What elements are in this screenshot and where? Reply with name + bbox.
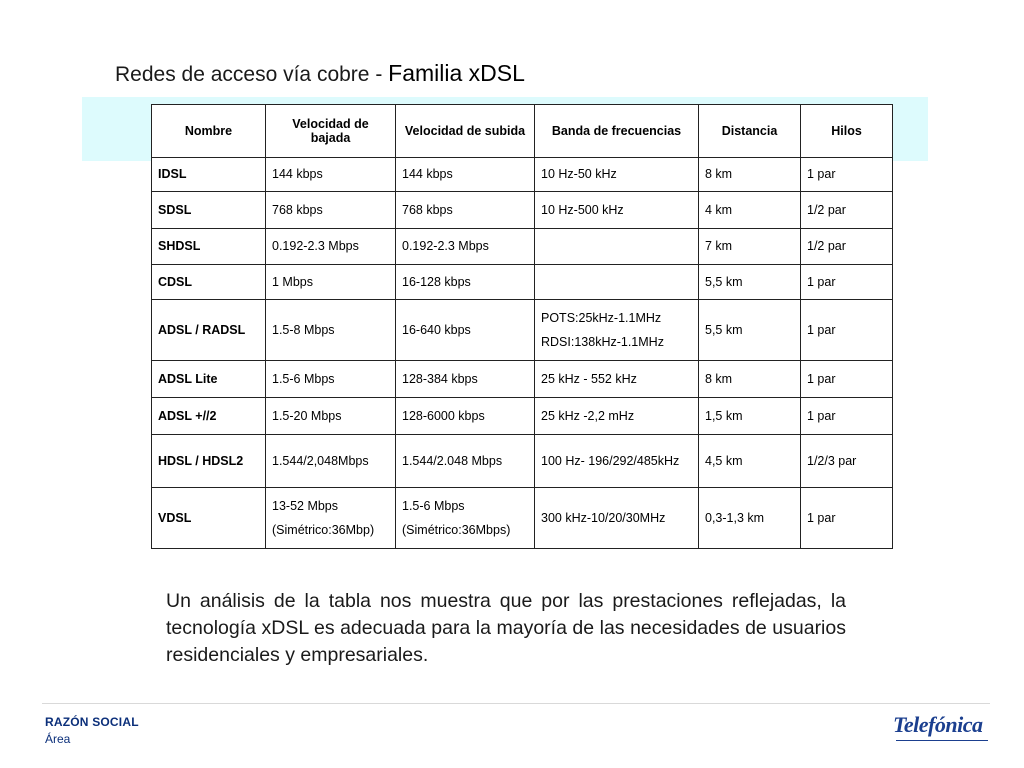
- cell-distancia: 4,5 km: [699, 435, 801, 488]
- cell-banda: 25 kHz -2,2 mHz: [535, 398, 699, 435]
- banda-line: RDSI:138kHz-1.1MHz: [541, 335, 664, 349]
- bajada-line: (Simétrico:36Mbp): [272, 523, 375, 537]
- cell-distancia: 4 km: [699, 192, 801, 229]
- cell-hilos: 1 par: [801, 398, 893, 435]
- cell-hilos: 1/2 par: [801, 229, 893, 265]
- cell-banda: 25 kHz - 552 kHz: [535, 361, 699, 398]
- cell-distancia: 1,5 km: [699, 398, 801, 435]
- cell-banda: 300 kHz-10/20/30MHz: [535, 488, 699, 549]
- header-nombre: Nombre: [152, 105, 266, 158]
- banda-line: POTS:25kHz-1.1MHz: [541, 310, 662, 325]
- table-row: [152, 158, 893, 192]
- cell-distancia: 5,5 km: [699, 300, 801, 361]
- cell-banda: 10 Hz-50 kHz: [535, 158, 699, 192]
- slide-title-prefix: Redes de acceso vía cobre -: [115, 63, 389, 86]
- cell-subida: 16-640 kbps: [396, 300, 535, 361]
- cell-distancia: 8 km: [699, 158, 801, 192]
- telefonica-logo: Telefónica: [893, 712, 983, 737]
- cell-hilos: 1 par: [801, 158, 893, 192]
- cell-nombre: ADSL Lite: [152, 361, 266, 398]
- cell-subida: 128-6000 kbps: [396, 398, 535, 435]
- cell-nombre: HDSL / HDSL2: [152, 435, 266, 488]
- cell-distancia: 8 km: [699, 361, 801, 398]
- cell-bajada: [266, 488, 396, 549]
- cell-bajada: 1.5-6 Mbps: [266, 361, 396, 398]
- cell-bajada: 1 Mbps: [266, 265, 396, 300]
- table-row: [152, 435, 893, 488]
- cell-nombre: ADSL +//2: [152, 398, 266, 435]
- cell-nombre: SDSL: [152, 192, 266, 229]
- header-distancia: Distancia: [699, 105, 801, 158]
- cell-subida: 768 kbps: [396, 192, 535, 229]
- table-row: [152, 361, 893, 398]
- bajada-line: 13-52 Mbps: [272, 498, 339, 513]
- cell-banda: [535, 229, 699, 265]
- cell-bajada: 768 kbps: [266, 192, 396, 229]
- area-label: Área: [45, 732, 71, 746]
- table-header-row: [152, 105, 893, 158]
- cell-subida: 16-128 kbps: [396, 265, 535, 300]
- xdsl-table: [151, 104, 893, 549]
- header-velocidad-subida: Velocidad de subida: [396, 105, 535, 158]
- cell-hilos: 1 par: [801, 361, 893, 398]
- header-hilos: Hilos: [801, 105, 893, 158]
- cell-nombre: IDSL: [152, 158, 266, 192]
- subida-line: 1.5-6 Mbps: [402, 498, 465, 513]
- cell-bajada: 1.544/2,048Mbps: [266, 435, 396, 488]
- cell-banda: 100 Hz- 196/292/485kHz: [535, 435, 699, 488]
- cell-subida: 1.544/2.048 Mbps: [396, 435, 535, 488]
- cell-subida: 144 kbps: [396, 158, 535, 192]
- table-row: [152, 192, 893, 229]
- cell-subida: 128-384 kbps: [396, 361, 535, 398]
- cell-nombre: SHDSL: [152, 229, 266, 265]
- cell-distancia: 0,3-1,3 km: [699, 488, 801, 549]
- cell-distancia: 7 km: [699, 229, 801, 265]
- cell-subida: [396, 488, 535, 549]
- subida-line: (Simétrico:36Mbps): [402, 523, 511, 537]
- cell-banda: 10 Hz-500 kHz: [535, 192, 699, 229]
- company-name: RAZÓN SOCIAL: [45, 715, 139, 729]
- table-row: [152, 488, 893, 549]
- cell-nombre: ADSL / RADSL: [152, 300, 266, 361]
- cell-hilos: 1/2 par: [801, 192, 893, 229]
- logo-underline: [896, 740, 988, 741]
- header-velocidad-bajada: Velocidad de bajada: [266, 105, 396, 158]
- table-row: [152, 265, 893, 300]
- table-row: [152, 229, 893, 265]
- cell-hilos: 1 par: [801, 265, 893, 300]
- cell-bajada: 144 kbps: [266, 158, 396, 192]
- cell-nombre: CDSL: [152, 265, 266, 300]
- cell-nombre: VDSL: [152, 488, 266, 549]
- slide-title: [115, 60, 525, 87]
- table-row: [152, 300, 893, 361]
- cell-bajada: 0.192-2.3 Mbps: [266, 229, 396, 265]
- cell-subida: 0.192-2.3 Mbps: [396, 229, 535, 265]
- cell-bajada: 1.5-20 Mbps: [266, 398, 396, 435]
- cell-hilos: 1/2/3 par: [801, 435, 893, 488]
- summary-paragraph: Un análisis de la tabla nos muestra que por las prestaciones reflejadas, la tecnología xDSL es adecuada para la mayoría de las necesidades de usuarios residenciales y empresariales.: [166, 589, 846, 666]
- footer-divider: [42, 703, 990, 704]
- cell-hilos: 1 par: [801, 300, 893, 361]
- cell-distancia: 5,5 km: [699, 265, 801, 300]
- cell-banda: [535, 265, 699, 300]
- cell-hilos: 1 par: [801, 488, 893, 549]
- header-banda-frecuencias: Banda de frecuencias: [535, 105, 699, 158]
- cell-bajada: 1.5-8 Mbps: [266, 300, 396, 361]
- cell-banda: [535, 300, 699, 361]
- table-row: [152, 398, 893, 435]
- slide-title-emphasis: Familia xDSL: [388, 60, 525, 86]
